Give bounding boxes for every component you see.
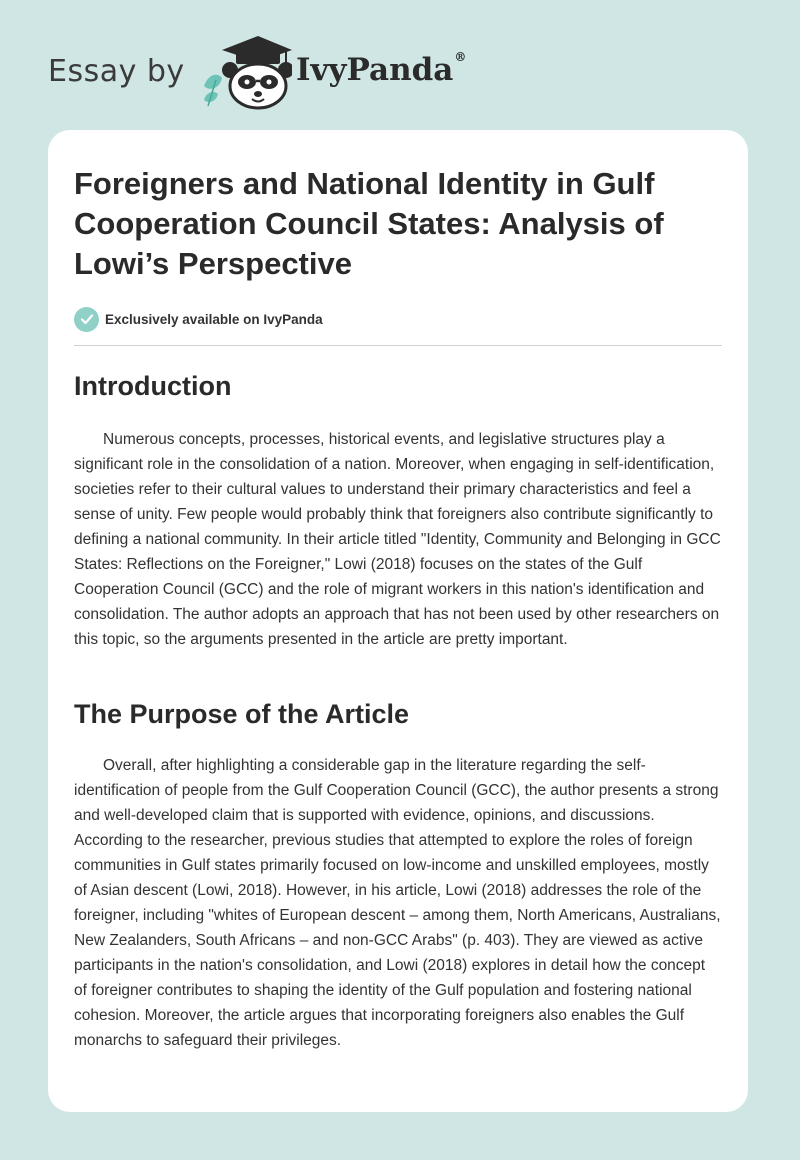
check-circle-icon (74, 307, 99, 332)
article-card (48, 130, 748, 1112)
title-divider (74, 345, 722, 346)
brand-name (296, 52, 466, 88)
brand-text: IvyPanda (296, 52, 454, 88)
section-paragraph-introduction: Numerous concepts, processes, historical events, and legislative structures play a significant role in the consolidation of a nation. Moreover, when engaging in self-identification, societies refer to their cultural values to understand their primary characteristics and feel a sense of unity. Few people would probably think that foreigners also contribute significantly to defining a national community. In their article titled "Identity, Community and Belonging in GCC States: Reflections on the Foreigner," Lowi (2018) focuses on the states of the Gulf Cooperation Council (GCC) and the role of migrant workers in this nation's identification and consolidation. The author adopts an approach that has not been used by other researchers on this topic, so the arguments presented in the article are pretty important. (74, 431, 721, 648)
section-heading-purpose: The Purpose of the Article (74, 699, 410, 729)
exclusive-label: Exclusively available on IvyPanda (105, 311, 323, 327)
essay-by-label: Essay by (48, 54, 185, 89)
article-title: Foreigners and National Identity in Gulf Cooperation Council States: Analysis of Lowi’s Perspective (74, 166, 664, 281)
exclusive-badge (74, 306, 323, 332)
section-heading-introduction: Introduction (74, 371, 232, 401)
site-header (48, 34, 508, 110)
registered-mark: ® (454, 50, 467, 64)
panda-graduate-icon (200, 34, 292, 110)
section-paragraph-purpose: Overall, after highlighting a considerable gap in the literature regarding the self-identification of people from the Gulf Cooperation Council (GCC), the author presents a strong and well-developed claim that is supported with evidence, opinions, and discussions. According to the researcher, previous studies that attempted to explore the roles of foreign communities in Gulf states primarily focused on low-income and unskilled employees, mostly of Asian descent (Lowi, 2018). However, in his article, Lowi (2018) addresses the role of the foreigner, including "whites of European descent – among them, North Americans, Australians, New Zealanders, South Africans – and non-GCC Arabs" (p. 403). They are viewed as active participants in the nation's consolidation, and Lowi (2018) explores in detail how the concept of foreigner contributes to shaping the identity of the Gulf population and fostering national cohesion. Moreover, the article argues that incorporating foreigners also enables the Gulf monarchs to safeguard their privileges. (74, 757, 721, 1049)
